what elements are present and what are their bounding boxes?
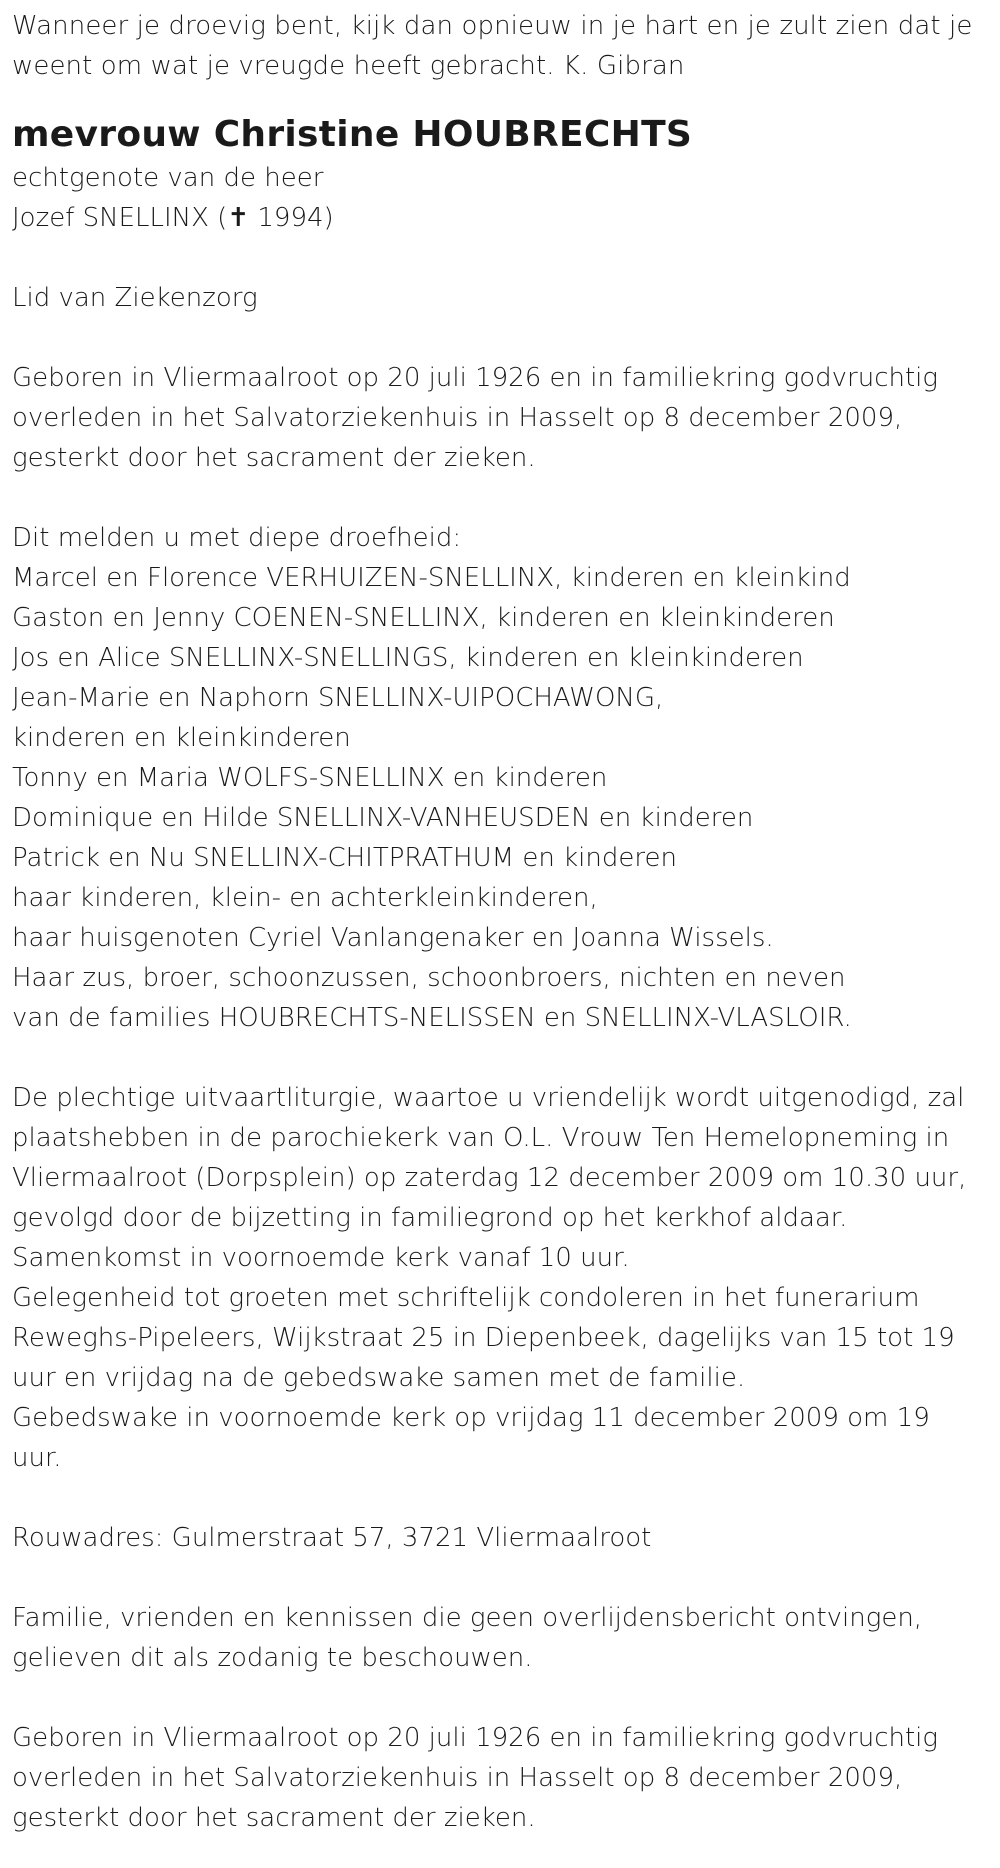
family-section [12, 518, 988, 1038]
family-line: Dit melden u met diepe droefheid: [12, 523, 462, 553]
spouse-line: Jozef SNELLINX (✝ 1994) [12, 203, 334, 233]
deceased-name: mevrouw Christine HOUBRECHTS [12, 114, 693, 155]
family-line: kinderen en kleinkinderen [12, 723, 351, 753]
family-line: Jean-Marie en Naphorn SNELLINX-UIPOCHAWONG, [12, 683, 664, 713]
spouse-info [12, 158, 988, 238]
opening-quote [12, 0, 988, 86]
notice-line: Familie, vrienden en kennissen die geen overlijdensbericht ontvingen, [12, 1603, 923, 1633]
quote-line: weent om wat je vreugde heeft gebracht. K. Gibran [12, 51, 685, 81]
text-line: gesterkt door het sacrament der zieken. [12, 443, 536, 473]
ceremony-section [12, 1078, 988, 1478]
membership [12, 278, 988, 318]
ceremony-line: uur. [12, 1443, 62, 1473]
family-line: Gaston en Jenny COENEN-SNELLINX, kinderen en kleinkinderen [12, 603, 835, 633]
family-line: Haar zus, broer, schoonzussen, schoonbroers, nichten en neven [12, 963, 846, 993]
family-line: Tonny en Maria WOLFS-SNELLINX en kinderen [12, 763, 608, 793]
ceremony-line: Samenkomst in voornoemde kerk vanaf 10 uur. [12, 1243, 630, 1273]
ceremony-line: Reweghs-Pipeleers, Wijkstraat 25 in Diepenbeek, dagelijks van 15 tot 19 [12, 1323, 955, 1353]
family-line: Marcel en Florence VERHUIZEN-SNELLINX, kinderen en kleinkind [12, 563, 851, 593]
family-line: Patrick en Nu SNELLINX-CHITPRATHUM en kinderen [12, 843, 677, 873]
birth-death-section-2 [12, 1718, 988, 1838]
address-line: Rouwadres: Gulmerstraat 57, 3721 Vliermaalroot [12, 1523, 652, 1553]
notice-line: gelieven dit als zodanig te beschouwen. [12, 1643, 533, 1673]
text-line: Geboren in Vliermaalroot op 20 juli 1926 en in familiekring godvruchtig [12, 363, 938, 393]
ceremony-line: Gebedswake in voornoemde kerk op vrijdag 11 december 2009 om 19 [12, 1403, 930, 1433]
text-line: gesterkt door het sacrament der zieken. [12, 1803, 536, 1833]
text-line: overleden in het Salvatorziekenhuis in Hasselt op 8 december 2009, [12, 403, 903, 433]
family-line: Jos en Alice SNELLINX-SNELLINGS, kinderen en kleinkinderen [12, 643, 804, 673]
text-line: Geboren in Vliermaalroot op 20 juli 1926 en in familiekring godvruchtig [12, 1723, 938, 1753]
quote-line: Wanneer je droevig bent, kijk dan opnieuw in je hart en je zult zien dat je [12, 11, 973, 41]
spouse-line: echtgenote van de heer [12, 163, 324, 193]
text-line: overleden in het Salvatorziekenhuis in Hasselt op 8 december 2009, [12, 1763, 903, 1793]
ceremony-line: uur en vrijdag na de gebedswake samen met de familie. [12, 1363, 746, 1393]
ceremony-line: Vliermaalroot (Dorpsplein) op zaterdag 12 december 2009 om 10.30 uur, [12, 1163, 967, 1193]
notice-section [12, 1598, 988, 1678]
family-line: Dominique en Hilde SNELLINX-VANHEUSDEN en kinderen [12, 803, 754, 833]
ceremony-line: De plechtige uitvaartliturgie, waartoe u vriendelijk wordt uitgenodigd, zal [12, 1083, 965, 1113]
family-line: haar huisgenoten Cyriel Vanlangenaker en Joanna Wissels. [12, 923, 774, 953]
membership-line: Lid van Ziekenzorg [12, 283, 258, 313]
family-line: van de families HOUBRECHTS-NELISSEN en SNELLINX-VLASLOIR. [12, 1003, 852, 1033]
ceremony-line: Gelegenheid tot groeten met schriftelijk condoleren in het funerarium [12, 1283, 920, 1313]
mourning-address [12, 1518, 988, 1558]
birth-death-section-1 [12, 358, 988, 478]
ceremony-line: gevolgd door de bijzetting in familiegrond op het kerkhof aldaar. [12, 1203, 848, 1233]
ceremony-line: plaatshebben in de parochiekerk van O.L. Vrouw Ten Hemelopneming in [12, 1123, 950, 1153]
family-line: haar kinderen, klein- en achterkleinkinderen, [12, 883, 598, 913]
